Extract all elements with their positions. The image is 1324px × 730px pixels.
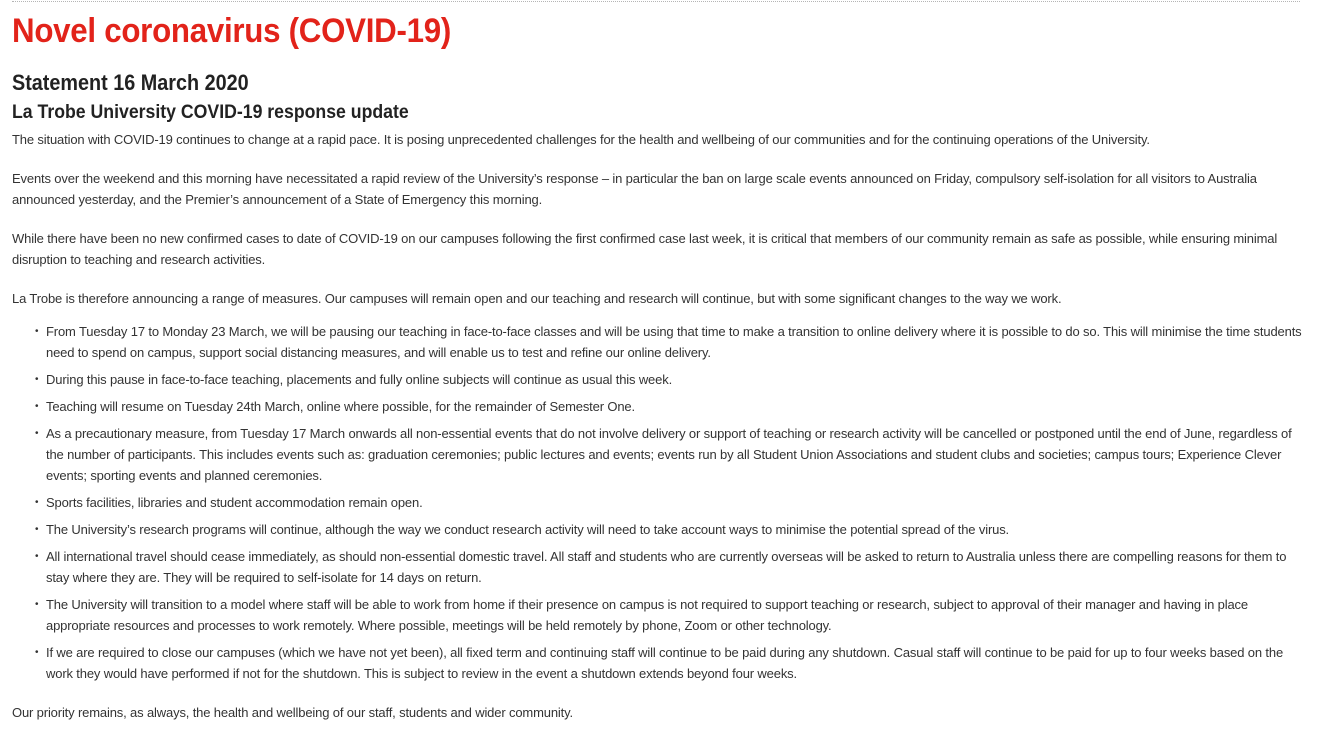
update-heading: La Trobe University COVID-19 response update <box>12 102 409 123</box>
top-divider <box>12 1 1300 2</box>
article <box>12 8 1302 723</box>
cases-paragraph: While there have been no new confirmed cases to date of COVID-19 on our campuses following the first confirmed case last week, it is critical that members of our community remain as safe as possible, while ensuring minimal disruption to teaching and research activities. <box>12 231 1278 267</box>
intro-paragraph: The situation with COVID-19 continues to change at a rapid pace. It is posing unprecedented challenges for the health and wellbeing of our communities and for the continuing operations of the University. <box>12 132 1150 147</box>
list-item: • The University’s research programs will continue, although the way we conduct research activity will need to take account ways to minimise the potential spread of the virus. <box>46 519 1302 540</box>
page-title: Novel coronavirus (COVID-19) <box>12 12 451 50</box>
list-item: • Teaching will resume on Tuesday 24th March, online where possible, for the remainder of Semester One. <box>46 396 1302 417</box>
list-item: • The University will transition to a model where staff will be able to work from home if their presence on campus is not required to support teaching or research, subject to approval of their manager and having in place appropriate resources and processes to work remotely. Where possible, meetings will be held remotely by phone, Zoom or other technology. <box>46 594 1302 636</box>
measures-intro-paragraph: La Trobe is therefore announcing a range of measures. Our campuses will remain open and our teaching and research will continue, but with some significant changes to the way we work. <box>12 291 1062 306</box>
list-item: • All international travel should cease immediately, as should non-essential domestic travel. All staff and students who are currently overseas will be asked to return to Australia unless there are compelling reasons for them to stay where they are. They will be required to self-isolate for 14 days on return. <box>46 546 1302 588</box>
measures-list <box>12 321 1302 684</box>
list-item: • During this pause in face-to-face teaching, placements and fully online subjects will continue as usual this week. <box>46 369 1302 390</box>
list-item: • Sports facilities, libraries and student accommodation remain open. <box>46 492 1302 513</box>
list-item: • From Tuesday 17 to Monday 23 March, we will be pausing our teaching in face-to-face classes and will be using that time to make a transition to online delivery where it is possible to do so. This will minimise the time students need to spend on campus, support social distancing measures, and will enable us to test and refine our online delivery. <box>46 321 1302 363</box>
events-paragraph: Events over the weekend and this morning have necessitated a rapid review of the University’s response – in particular the ban on large scale events announced on Friday, compulsory self-isolation for all visitors to Australia announced yesterday, and the Premier’s announcement of a State of Emergency this morning. <box>12 171 1257 207</box>
list-item: • If we are required to close our campuses (which we have not yet been), all fixed term and continuing staff will continue to be paid during any shutdown. Casual staff will continue to be paid for up to four weeks based on the work they would have performed if not for the shutdown. This is subject to review in the event a shutdown extends beyond four weeks. <box>46 642 1302 684</box>
list-item: • As a precautionary measure, from Tuesday 17 March onwards all non-essential events that do not involve delivery or support of teaching or research activity will be cancelled or postponed until the end of June, regardless of the number of participants. This includes events such as: graduation ceremonies; public lectures and events; events run by all Student Union Associations and student clubs and societies; campus tours; Experience Clever events; sporting events and planned ceremonies. <box>46 423 1302 486</box>
closing-paragraph: Our priority remains, as always, the health and wellbeing of our staff, students and wider community. <box>12 705 573 720</box>
statement-heading: Statement 16 March 2020 <box>12 70 249 95</box>
